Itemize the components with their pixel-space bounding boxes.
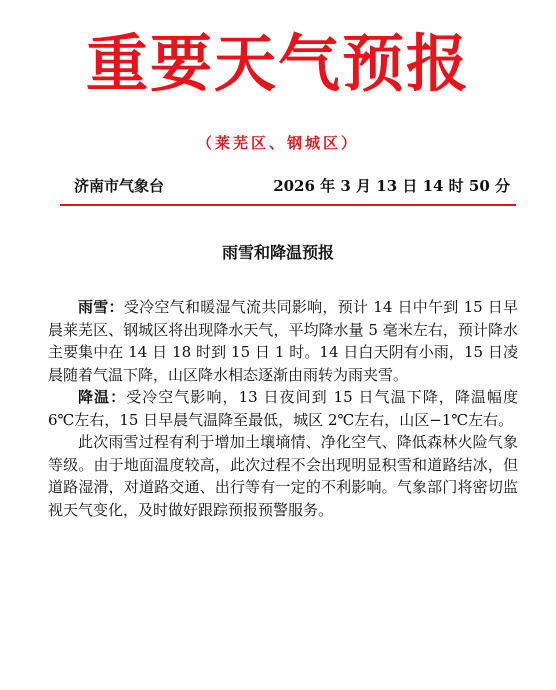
bulletin-masthead-title: 重要天气预报 bbox=[85, 27, 470, 100]
issue-timestamp: 2026 年 3 月 13 日 14 时 50 分 bbox=[273, 177, 510, 195]
paragraph-text: 受冷空气影响，13 日夜间到 15 日气温下降，降温幅度 6℃左右，15 日早晨气温降至最低，城区 2℃左右，山区−1℃左右。 bbox=[48, 388, 518, 429]
paragraph-lead: 降温： bbox=[78, 388, 127, 406]
paragraph-impact-advisory bbox=[48, 431, 518, 521]
paragraph-rain-snow bbox=[48, 296, 518, 386]
paragraph-text: 此次雨雪过程有利于增加土壤墒情、净化空气、降低森林火险气象等级。由于地面温度较高，此次过程不会出现明显积雪和道路结冰，但道路湿滑，对道路交通、出行等有一定的不利影响。气象部门将密切监视天气变化，及时做好跟踪预报预警服务。 bbox=[48, 433, 518, 519]
issuing-agency: 济南市气象台 bbox=[74, 177, 165, 195]
paragraph-text: 受冷空气和暖湿气流共同影响，预计 14 日中午到 15 日早晨莱芜区、钢城区将出现降水天气，平均降水量 5 毫米左右，预计降水主要集中在 14 日 18 时到 15 日 1 时。14 日白天阴有小雨，15 日凌晨随着气温下降，山区降水相态逐渐由雨转为雨夹雪。 bbox=[48, 298, 518, 384]
bulletin-districts: （莱芜区、钢城区） bbox=[196, 134, 359, 152]
bulletin-subject: 雨雪和降温预报 bbox=[221, 243, 334, 262]
red-separator-rule bbox=[60, 204, 516, 206]
paragraph-temperature-drop bbox=[48, 386, 518, 431]
paragraph-lead: 雨雪： bbox=[78, 298, 124, 316]
bulletin-body bbox=[48, 296, 518, 521]
